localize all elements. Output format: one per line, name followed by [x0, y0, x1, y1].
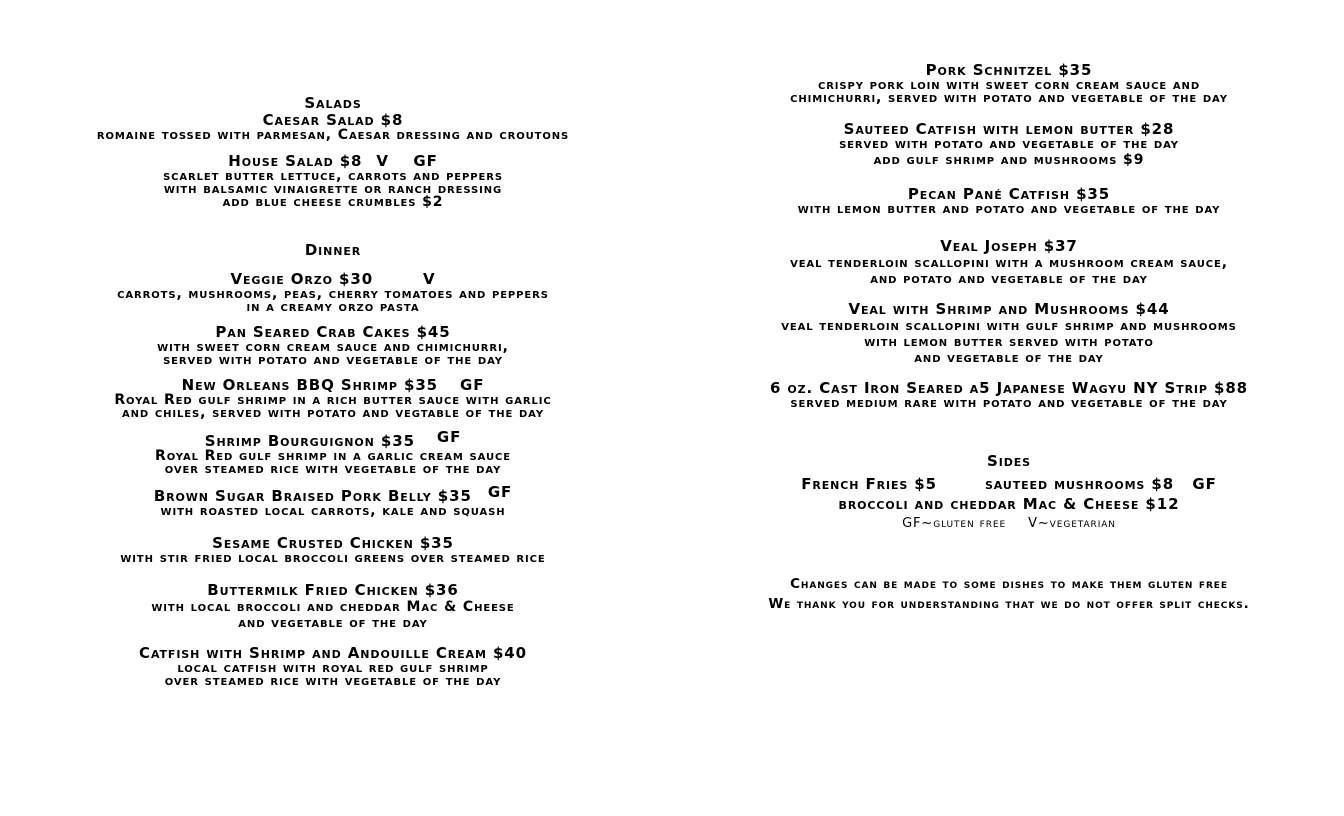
- dish-description: veal tenderloin scallopini with gulf shrimp and mushrooms: [781, 318, 1237, 334]
- dish-description: Royal Red gulf shrimp in a rich butter sauce with garlic: [114, 392, 552, 408]
- menu-item: [40, 153, 626, 209]
- dish-title: New Orleans BBQ Shrimp $35: [181, 376, 439, 394]
- legend-v: V~vegetarian: [1028, 516, 1116, 531]
- side-item: French Fries $5: [801, 475, 937, 493]
- sides-heading: Sides: [987, 452, 1031, 470]
- dish-title: Pork Schnitzel $35: [925, 61, 1093, 79]
- legend-gf: GF~gluten free: [902, 516, 1007, 531]
- menu-item: [40, 535, 626, 565]
- menu-item: [40, 582, 626, 631]
- dish-description: served medium rare with potato and vegetable of the day: [790, 395, 1228, 411]
- dish-title: Veal Joseph $37: [940, 237, 1078, 255]
- dish-description: chimichurri, served with potato and vegetable of the day: [790, 90, 1228, 106]
- menu-item: [714, 62, 1304, 105]
- diet-tag: GF: [436, 428, 462, 446]
- dish-description: with lemon butter served with potato: [864, 334, 1154, 350]
- dish-description: Royal Red gulf shrimp in a garlic cream sauce: [155, 448, 511, 464]
- dish-description: veal tenderloin scallopini with a mushroom cream sauce,: [790, 255, 1228, 271]
- dish-title: Caesar Salad $8: [262, 111, 404, 129]
- dish-description: over steamed rice with vegetable of the day: [164, 673, 502, 689]
- salads-heading: Salads: [304, 94, 362, 112]
- menu-item: [714, 238, 1304, 287]
- dish-description: with stir fried local broccoli greens over steamed rice: [120, 550, 546, 566]
- menu-left-column: [40, 0, 626, 688]
- dish-title: Buttermilk Fried Chicken $36: [207, 581, 459, 599]
- dish-description: romaine tossed with parmesan, Caesar dressing and croutons: [96, 127, 570, 143]
- menu-item: [40, 428, 626, 477]
- dish-title: Veggie Orzo $30: [230, 270, 374, 288]
- menu-item: [714, 186, 1304, 216]
- dish-description: and vegetable of the day: [914, 350, 1104, 366]
- dish-description: served with potato and vegetable of the day: [163, 352, 503, 368]
- gluten-free-note: Changes can be made to some dishes to make them gluten free: [790, 576, 1228, 592]
- diet-tag: V GF: [376, 152, 438, 170]
- dish-description: and vegetable of the day: [238, 615, 428, 631]
- menu-item: [40, 645, 626, 688]
- dish-description: with sweet corn cream sauce and chimichurri,: [157, 339, 509, 355]
- sides-row: [714, 474, 1304, 494]
- dish-title: Sesame Crusted Chicken $35: [212, 534, 454, 552]
- dish-description: carrots, mushrooms, peas, cherry tomatoes and peppers: [117, 286, 549, 302]
- dish-description: crispy pork loin with sweet corn cream sauce and: [817, 77, 1201, 93]
- diet-tag: V: [423, 270, 436, 288]
- menu-item: [714, 121, 1304, 169]
- split-check-note: We thank you for understanding that we do not offer split checks.: [768, 596, 1250, 612]
- dish-title: Brown Sugar Braised Pork Belly $35: [153, 487, 472, 505]
- dish-title: Pecan Pané Catfish $35: [907, 185, 1111, 203]
- dish-description: in a creamy orzo pasta: [246, 299, 420, 315]
- dish-title: 6 oz. Cast Iron Seared a5 Japanese Wagyu NY Strip $88: [769, 379, 1249, 397]
- diet-tag: GF: [487, 483, 513, 501]
- dish-description: and chiles, served with potato and vegtable of the day: [121, 405, 545, 421]
- dish-title: Pan Seared Crab Cakes $45: [215, 323, 451, 341]
- dish-title: Catfish with Shrimp and Andouille Cream $40: [139, 644, 527, 662]
- dish-title: Sauteed Catfish with lemon butter $28: [843, 120, 1175, 138]
- dish-description: served with potato and vegetable of the day: [839, 136, 1179, 152]
- menu-item: [40, 483, 626, 519]
- menu-item: [40, 377, 626, 420]
- dish-description: with balsamic vinaigrette or ranch dressing: [163, 181, 503, 197]
- dish-description: local catfish with royal red gulf shrimp: [177, 660, 489, 676]
- dish-title: Shrimp Bourguignon $35: [204, 432, 415, 450]
- menu-item: [40, 324, 626, 367]
- menu-right-column: [714, 0, 1304, 614]
- dish-description: with roasted local carrots, kale and squash: [160, 503, 506, 519]
- menu-item: [40, 112, 626, 142]
- menu-item: [40, 271, 626, 314]
- dish-description: with local broccoli and cheddar Mac & Cheese: [151, 599, 515, 615]
- side-item: broccoli and cheddar Mac & Cheese $12: [838, 495, 1180, 513]
- diet-tag: GF: [460, 376, 485, 394]
- dish-description: with lemon butter and potato and vegetable of the day: [797, 201, 1221, 217]
- side-item: sauteed mushrooms $8 GF: [984, 475, 1217, 493]
- dish-title: House Salad $8: [228, 152, 363, 170]
- dish-description: add blue cheese crumbles $2: [222, 194, 444, 210]
- dish-description: scarlet butter lettuce, carrots and peppers: [163, 168, 503, 184]
- dish-description: over steamed rice with vegetable of the day: [164, 461, 502, 477]
- diet-legend: [714, 514, 1304, 534]
- menu-item: [714, 380, 1304, 410]
- dish-description: add gulf shrimp and mushrooms $9: [873, 152, 1145, 168]
- dish-description: and potato and vegetable of the day: [870, 271, 1148, 287]
- menu-item: [714, 301, 1304, 366]
- dinner-heading: Dinner: [304, 241, 362, 259]
- dish-title: Veal with Shrimp and Mushrooms $44: [848, 300, 1170, 318]
